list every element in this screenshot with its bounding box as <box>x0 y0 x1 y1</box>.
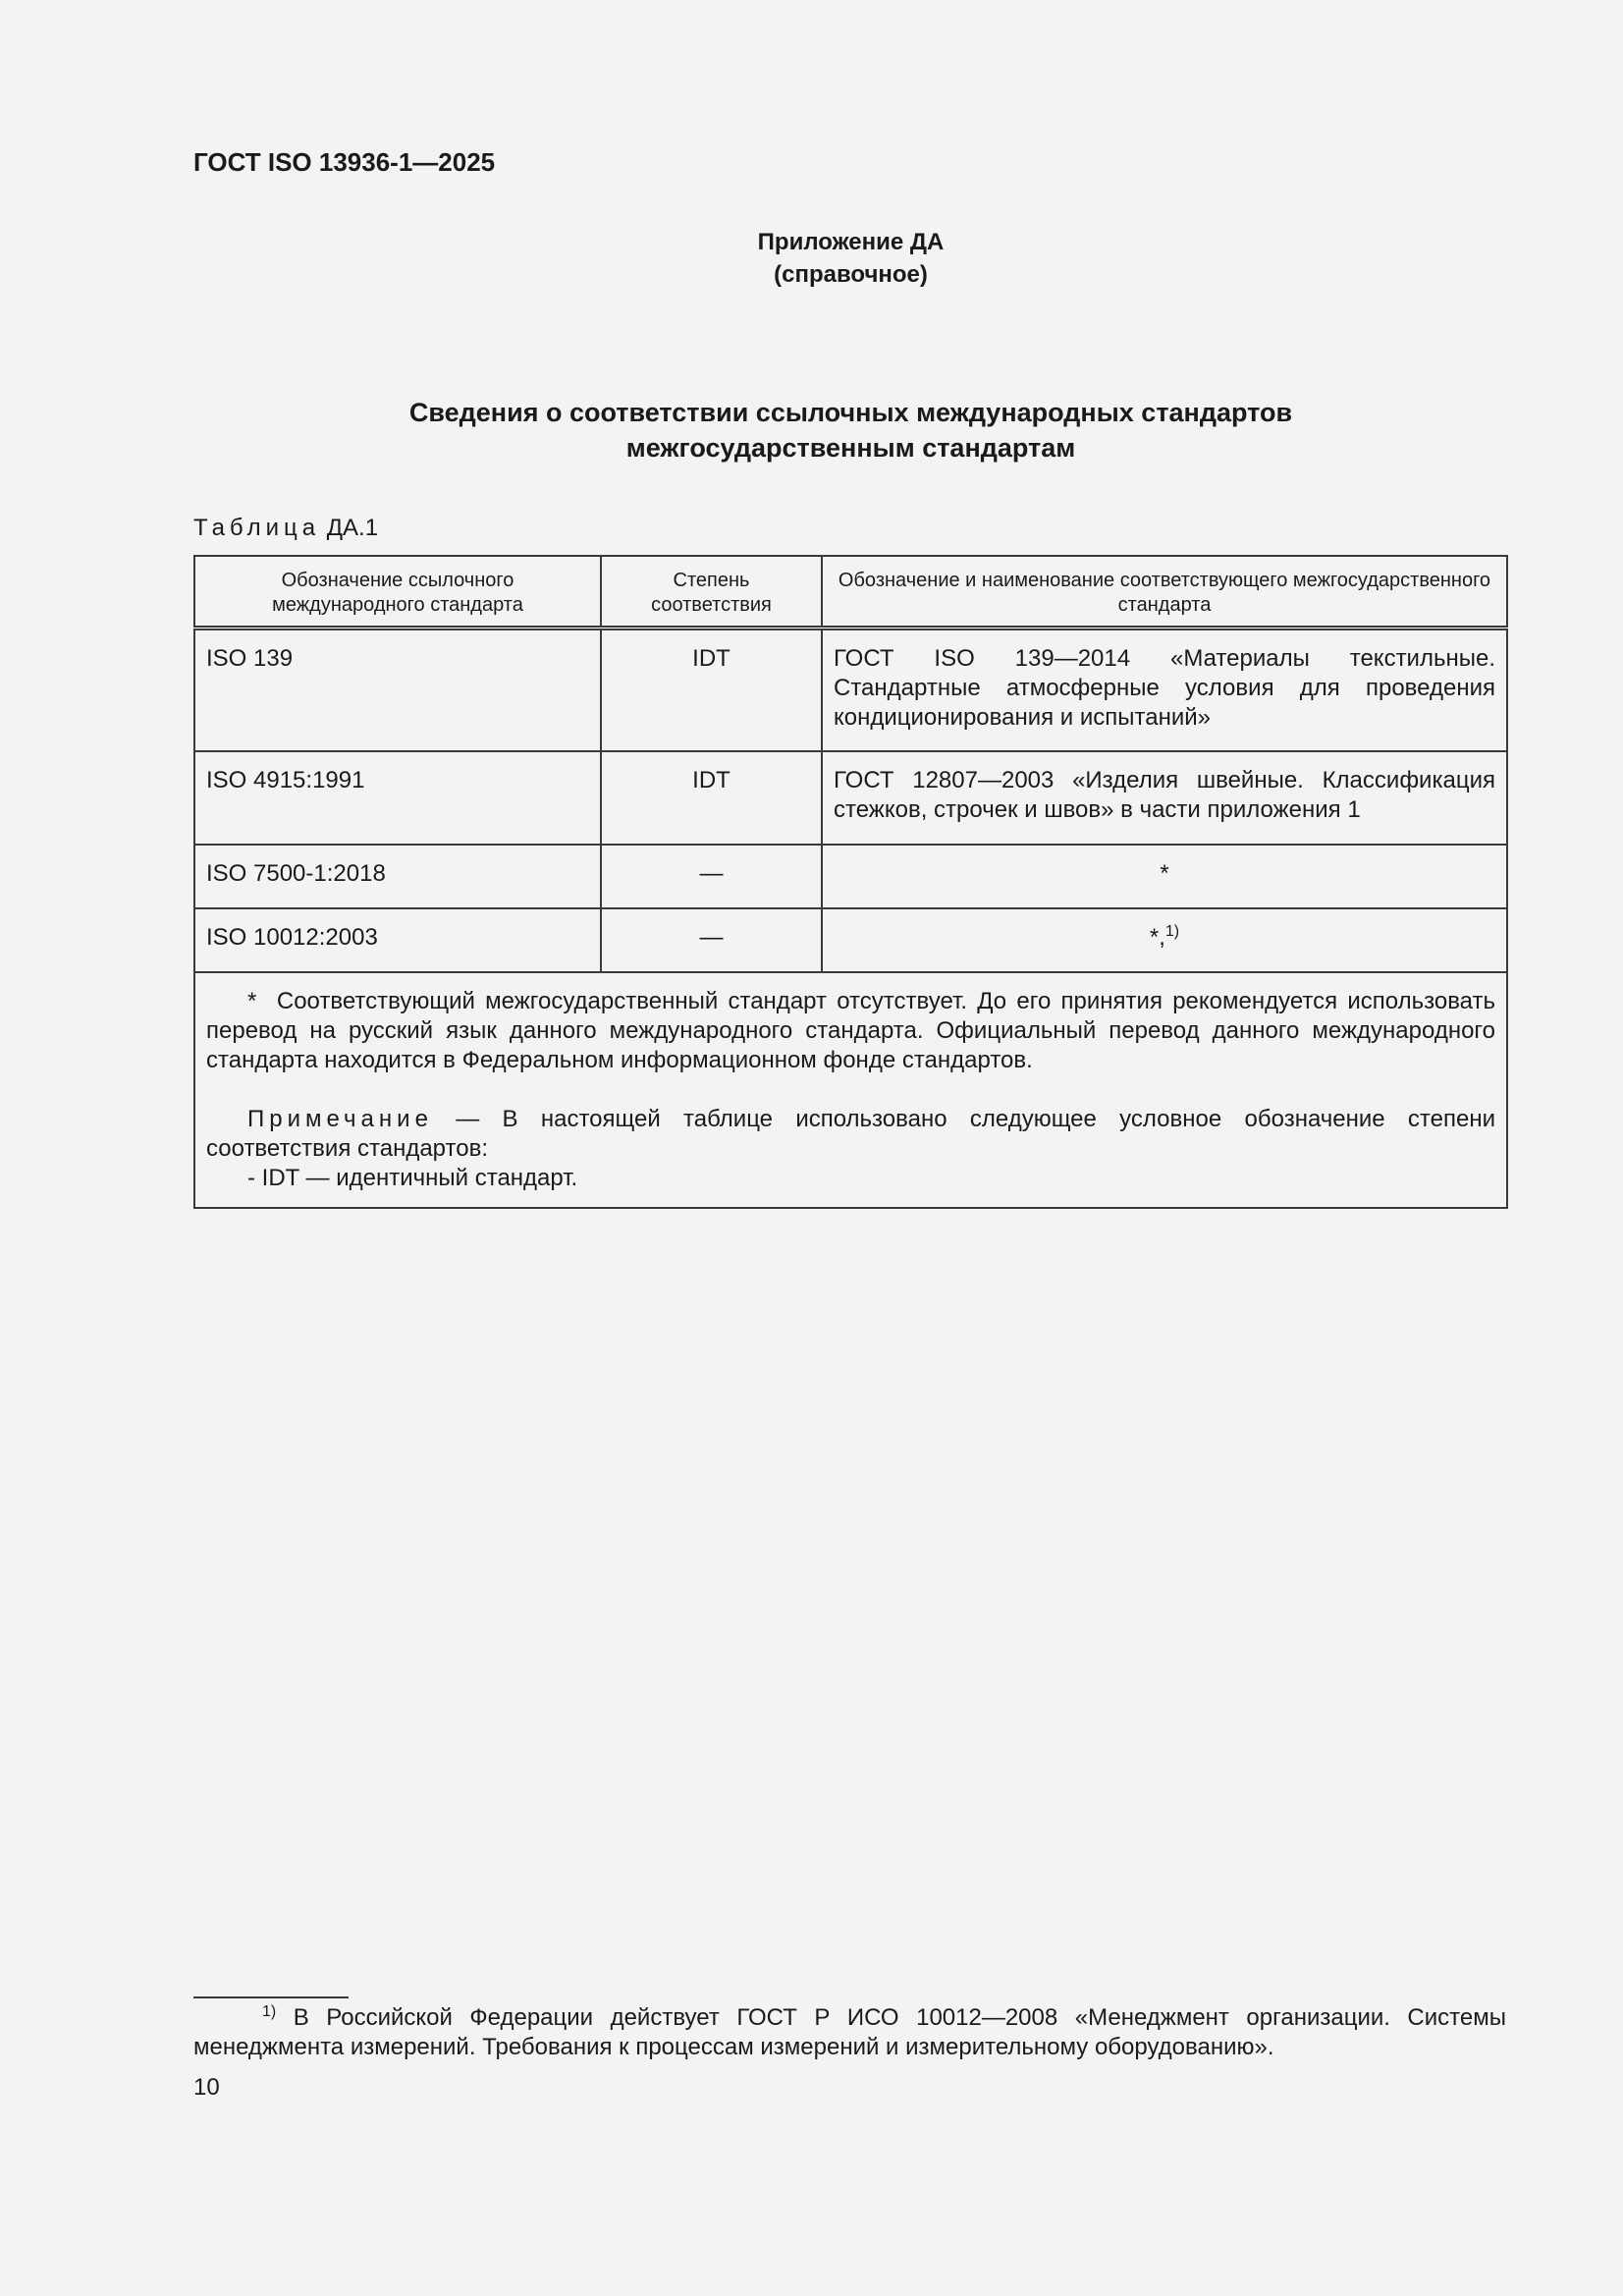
note-text: — В настоящей таблице использовано следующее условное обозначение степени соответствия стандартов: <box>206 1105 1496 1162</box>
gost-standard-cell: * <box>822 845 1507 908</box>
degree-cell: — <box>601 908 822 972</box>
intl-standard-cell: ISO 7500-1:2018 <box>194 845 601 908</box>
footnote-text: В Российской Федерации действует ГОСТ Р ИСО 10012—2008 «Менеджмент организации. Системы менеджмента измерений. Требования к процессам измерений и измерительному оборудованию». <box>193 2004 1506 2060</box>
footnote <box>193 2003 1506 2062</box>
degree-cell: IDT <box>601 629 822 751</box>
appendix-kind: (справочное) <box>774 261 928 288</box>
table-row <box>194 629 1507 751</box>
table-note <box>206 1105 1495 1164</box>
gost-standard-mark: *, <box>1149 923 1165 951</box>
header-intl-standard: Обозначение ссылочного международного стандарта <box>194 556 601 629</box>
intl-standard-cell: ISO 10012:2003 <box>194 908 601 972</box>
gost-standard-cell <box>822 908 1507 972</box>
footnote-reference: 1) <box>1164 922 1180 940</box>
header-degree: Степень соответствия <box>601 556 822 629</box>
asterisk-mark: * <box>247 987 257 1014</box>
gost-standard-cell: ГОСТ 12807—2003 «Изделия швейные. Классификация стежков, строчек и швов» в части приложения 1 <box>822 751 1507 845</box>
degree-cell: IDT <box>601 751 822 845</box>
note-item: - IDT — идентичный стандарт. <box>247 1164 578 1191</box>
table-caption-word: Таблица <box>193 515 321 541</box>
table-row <box>194 751 1507 845</box>
section-title <box>0 395 1623 465</box>
gost-standard-cell: ГОСТ ISO 139—2014 «Материалы текстильные. Стандартные атмосферные условия для проведения кондиционирования и испытаний» <box>822 629 1507 751</box>
table-row <box>194 908 1507 972</box>
correspondence-table <box>193 555 1508 1209</box>
degree-cell: — <box>601 845 822 908</box>
table-header-row <box>194 556 1507 629</box>
table-notes <box>194 972 1507 1208</box>
section-title-line-2: межгосударственным стандартам <box>625 433 1076 463</box>
table-caption-number: ДА.1 <box>326 515 379 541</box>
page-number: 10 <box>193 2074 220 2101</box>
table-caption <box>193 515 378 542</box>
table-row <box>194 845 1507 908</box>
appendix-title: Приложение ДА <box>757 229 945 255</box>
section-title-line-1: Сведения о соответствии ссылочных международных стандартов <box>408 398 1293 427</box>
header-gost-standard: Обозначение и наименование соответствующего межгосударственного стандарта <box>822 556 1507 629</box>
asterisk-note <box>206 987 1495 1075</box>
intl-standard-cell: ISO 139 <box>194 629 601 751</box>
intl-standard-cell: ISO 4915:1991 <box>194 751 601 845</box>
table-notes-row <box>194 972 1507 1208</box>
document-designation: ГОСТ ISO 13936-1—2025 <box>193 147 496 177</box>
asterisk-note-text: Соответствующий межгосударственный стандарт отсутствует. До его принятия рекомендуется использовать перевод на русский язык данного международного стандарта. Официальный перевод данного международного стандарта находится в Федеральном информационном фонде стандартов. <box>206 987 1495 1073</box>
footnote-mark: 1) <box>262 2003 277 2020</box>
appendix-heading <box>0 226 1623 291</box>
footnote-divider <box>193 1996 349 1998</box>
note-word: Примечание <box>247 1105 433 1132</box>
